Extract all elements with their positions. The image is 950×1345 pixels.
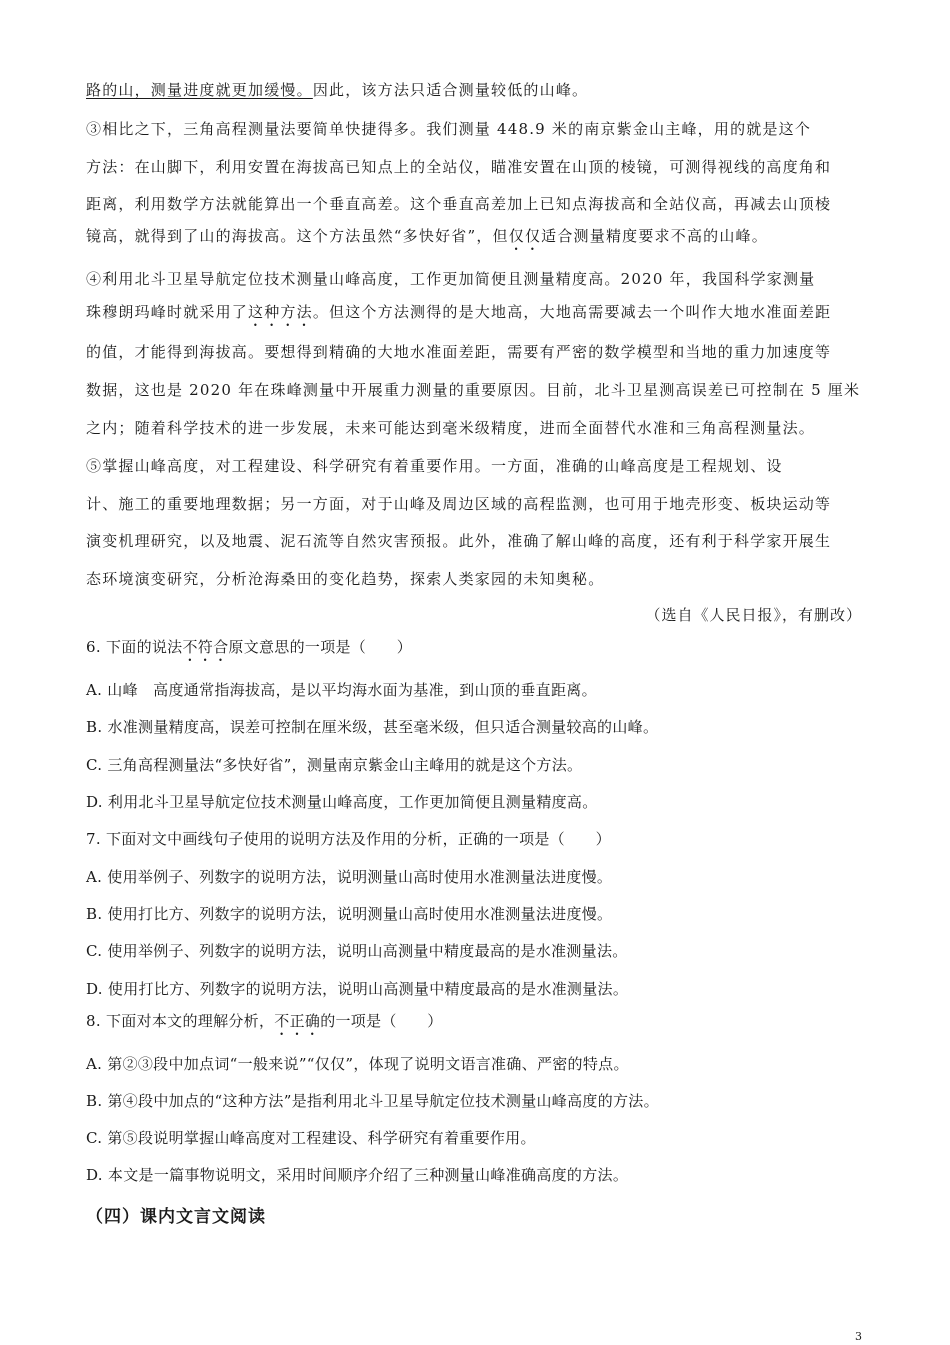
question-text: 6. 下面的说法 [86, 638, 183, 656]
question-7-option-b: B. 使用打比方、列数字的说明方法，说明测量山高时使用水准测量法进度慢。 [86, 905, 613, 923]
passage-text: 因此，该方法只适合测量较低的山峰。 [312, 81, 589, 99]
question-7-stem: 7. 下面对文中画线句子使用的说明方法及作用的分析，正确的一项是（ ） [86, 830, 611, 848]
section-heading: （四）课内文言文阅读 [86, 1207, 266, 1227]
question-7-option-c: C. 使用举例子、列数字的说明方法，说明山高测量中精度最高的是水准测量法。 [86, 942, 628, 960]
paragraph-4-line-4: 数据，这也是 2020 年在珠峰测量中开展重力测量的重要原因。目前，北斗卫星测高误差已可控制在 5 厘米 [86, 381, 861, 399]
paragraph-4-line-1: ④利用北斗卫星导航定位技术测量山峰高度，工作更加简便且测量精度高。2020 年，我国科学家测量 [86, 270, 816, 288]
question-8-option-c: C. 第⑤段说明掌握山峰高度对工程建设、科学研究有着重要作用。 [86, 1129, 536, 1147]
question-8-option-b: B. 第④段中加点的“这种方法”是指利用北斗卫星导航定位技术测量山峰高度的方法。 [86, 1092, 659, 1110]
question-6-option-c: C. 三角高程测量法“多快好省”，测量南京紫金山主峰用的就是这个方法。 [86, 756, 583, 774]
dotted-word: 这种方法 [248, 303, 313, 321]
question-8-option-a: A. 第②③段中加点词“一般来说”“仅仅”，体现了说明文语言准确、严密的特点。 [86, 1055, 629, 1073]
paragraph-4-line-3: 的值，才能得到海拔高。要想得到精确的大地水准面差距，需要有严密的数学模型和当地的重力加速度等 [86, 343, 832, 361]
paragraph-5-line-4: 态环境演变研究，分析沧海桑田的变化趋势，探索人类家园的未知奥秘。 [86, 570, 605, 588]
passage-text: 镜高，就得到了山的海拔高。这个方法虽然“多快好省”，但 [86, 227, 509, 245]
dotted-word: 不正确 [274, 1012, 321, 1030]
paragraph-3-line-2: 方法：在山脚下，利用安置在海拔高已知点上的全站仪，瞄准安置在山顶的棱镜，可测得视线的高度角和 [86, 158, 832, 176]
passage-text: 珠穆朗玛峰时就采用了 [86, 303, 249, 321]
page-number: 3 [855, 1330, 862, 1343]
paragraph-3-line-3: 距离，利用数学方法就能算出一个垂直高差。这个垂直高差加上已知点海拔高和全站仪高，再减去山顶棱 [86, 195, 832, 213]
question-6-option-a: A. 山峰 高度通常指海拔高，是以平均海水面为基准，到山顶的垂直距离。 [86, 681, 597, 699]
dotted-word: 仅仅 [508, 227, 542, 245]
question-6-option-b: B. 水准测量精度高，误差可控制在厘米级，甚至毫米级，但只适合测量较高的山峰。 [86, 718, 659, 736]
question-7-option-d: D. 使用打比方、列数字的说明方法，说明山高测量中精度最高的是水准测量法。 [86, 980, 629, 998]
passage-line-1 [86, 80, 588, 100]
passage-text: 适合测量精度要求不高的山峰。 [541, 227, 768, 245]
question-8-option-d: D. 本文是一篇事物说明文，采用时间顺序介绍了三种测量山峰准确高度的方法。 [86, 1166, 629, 1184]
question-6-option-d: D. 利用北斗卫星导航定位技术测量山峰高度，工作更加简便且测量精度高。 [86, 793, 598, 811]
question-7-option-a: A. 使用举例子、列数字的说明方法，说明测量山高时使用水准测量法进度慢。 [86, 868, 613, 886]
dotted-word: 不符合 [182, 638, 229, 656]
paragraph-5-line-1: ⑤掌握山峰高度，对工程建设、科学研究有着重要作用。一方面，准确的山峰高度是工程规划、设 [86, 457, 783, 475]
passage-text: 。但这个方法测得的是大地高，大地高需要减去一个叫作大地水准面差距 [312, 303, 832, 321]
question-text: 的一项是（ ） [320, 1012, 443, 1030]
paragraph-3-line-4 [86, 226, 768, 254]
underlined-sentence: 路的山，测量进度就更加缓慢。 [86, 81, 313, 99]
paragraph-4-line-5: 之内；随着科学技术的进一步发展，未来可能达到毫米级精度，进而全面替代水准和三角高程测量法。 [86, 419, 816, 437]
question-text: 原文意思的一项是（ ） [228, 638, 412, 656]
paragraph-5-line-2: 计、施工的重要地理数据；另一方面，对于山峰及周边区域的高程监测，也可用于地壳形变、板块运动等 [86, 495, 832, 513]
question-8-stem [86, 1011, 443, 1039]
source-citation: （选自《人民日报》，有删改） [645, 606, 862, 624]
question-text: 8. 下面对本文的理解分析， [86, 1012, 275, 1030]
paragraph-3-line-1: ③相比之下，三角高程测量法要简单快捷得多。我们测量 448.9 米的南京紫金山主峰，用的就是这个 [86, 120, 812, 138]
question-6-stem [86, 637, 412, 665]
paragraph-4-line-2 [86, 302, 831, 330]
paragraph-5-line-3: 演变机理研究，以及地震、泥石流等自然灾害预报。此外，准确了解山峰的高度，还有利于科学家开展生 [86, 532, 832, 550]
